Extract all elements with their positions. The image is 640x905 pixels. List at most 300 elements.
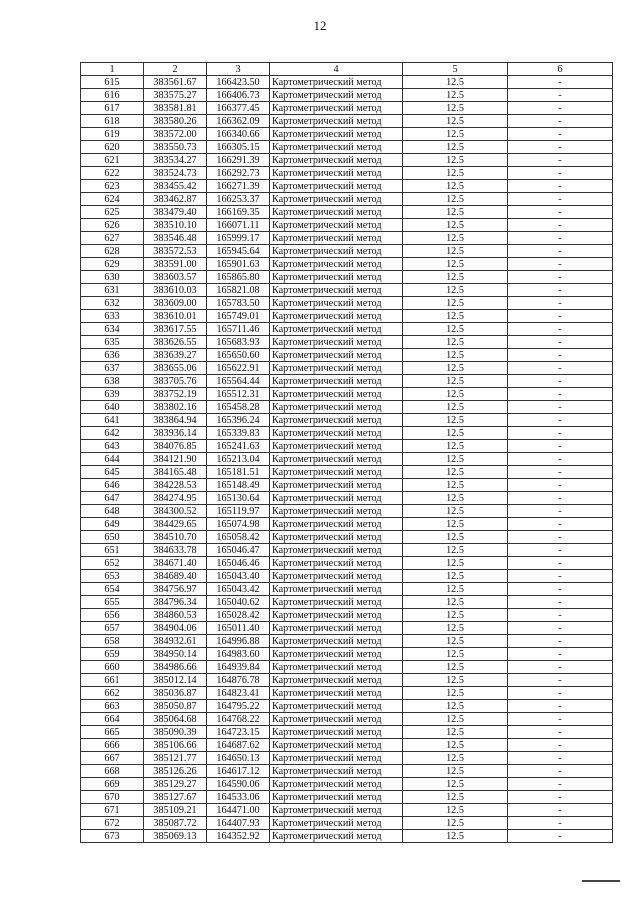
x-coordinate-cell: 383610.01	[144, 310, 207, 323]
x-coordinate-cell: 384076.85	[144, 440, 207, 453]
accuracy-cell: 12.5	[403, 661, 508, 674]
method-cell: Картометрический метод	[270, 765, 403, 778]
accuracy-cell: 12.5	[403, 232, 508, 245]
accuracy-cell: 12.5	[403, 141, 508, 154]
x-coordinate-cell: 383626.55	[144, 336, 207, 349]
column-header-2: 2	[144, 63, 207, 76]
table-row	[81, 206, 613, 219]
point-number-cell: 632	[81, 297, 144, 310]
table-row	[81, 336, 613, 349]
accuracy-cell: 12.5	[403, 349, 508, 362]
note-cell: -	[508, 440, 613, 453]
note-cell: -	[508, 583, 613, 596]
y-coordinate-cell: 165241.63	[207, 440, 270, 453]
note-cell: -	[508, 687, 613, 700]
method-cell: Картометрический метод	[270, 518, 403, 531]
note-cell: -	[508, 544, 613, 557]
method-cell: Картометрический метод	[270, 830, 403, 843]
point-number-cell: 635	[81, 336, 144, 349]
accuracy-cell: 12.5	[403, 453, 508, 466]
y-coordinate-cell: 166292.73	[207, 167, 270, 180]
note-cell: -	[508, 622, 613, 635]
table-row	[81, 245, 613, 258]
x-coordinate-cell: 385129.27	[144, 778, 207, 791]
point-number-cell: 643	[81, 440, 144, 453]
point-number-cell: 662	[81, 687, 144, 700]
x-coordinate-cell: 383550.73	[144, 141, 207, 154]
accuracy-cell: 12.5	[403, 505, 508, 518]
x-coordinate-cell: 383575.27	[144, 89, 207, 102]
accuracy-cell: 12.5	[403, 362, 508, 375]
note-cell: -	[508, 453, 613, 466]
accuracy-cell: 12.5	[403, 713, 508, 726]
y-coordinate-cell: 164723.15	[207, 726, 270, 739]
y-coordinate-cell: 165564.44	[207, 375, 270, 388]
table-row	[81, 700, 613, 713]
method-cell: Картометрический метод	[270, 245, 403, 258]
y-coordinate-cell: 164768.22	[207, 713, 270, 726]
point-number-cell: 667	[81, 752, 144, 765]
x-coordinate-cell: 383572.53	[144, 245, 207, 258]
x-coordinate-cell: 383936.14	[144, 427, 207, 440]
table-row	[81, 674, 613, 687]
point-number-cell: 645	[81, 466, 144, 479]
accuracy-cell: 12.5	[403, 414, 508, 427]
accuracy-cell: 12.5	[403, 388, 508, 401]
y-coordinate-cell: 165749.01	[207, 310, 270, 323]
table-row	[81, 102, 613, 115]
table-row	[81, 505, 613, 518]
table-row	[81, 258, 613, 271]
x-coordinate-cell: 384633.78	[144, 544, 207, 557]
y-coordinate-cell: 165783.50	[207, 297, 270, 310]
method-cell: Картометрический метод	[270, 674, 403, 687]
note-cell: -	[508, 128, 613, 141]
note-cell: -	[508, 102, 613, 115]
x-coordinate-cell: 384671.40	[144, 557, 207, 570]
y-coordinate-cell: 165512.31	[207, 388, 270, 401]
table-row	[81, 128, 613, 141]
point-number-cell: 629	[81, 258, 144, 271]
method-cell: Картометрический метод	[270, 193, 403, 206]
x-coordinate-cell: 383591.00	[144, 258, 207, 271]
x-coordinate-cell: 385036.87	[144, 687, 207, 700]
note-cell: -	[508, 180, 613, 193]
note-cell: -	[508, 427, 613, 440]
point-number-cell: 671	[81, 804, 144, 817]
note-cell: -	[508, 401, 613, 414]
point-number-cell: 644	[81, 453, 144, 466]
point-number-cell: 673	[81, 830, 144, 843]
table-row	[81, 765, 613, 778]
x-coordinate-cell: 385050.87	[144, 700, 207, 713]
method-cell: Картометрический метод	[270, 453, 403, 466]
x-coordinate-cell: 383617.55	[144, 323, 207, 336]
point-number-cell: 666	[81, 739, 144, 752]
accuracy-cell: 12.5	[403, 739, 508, 752]
x-coordinate-cell: 384165.48	[144, 466, 207, 479]
y-coordinate-cell: 165074.98	[207, 518, 270, 531]
method-cell: Картометрический метод	[270, 700, 403, 713]
column-header-6: 6	[508, 63, 613, 76]
point-number-cell: 657	[81, 622, 144, 635]
method-cell: Картометрический метод	[270, 804, 403, 817]
method-cell: Картометрический метод	[270, 349, 403, 362]
x-coordinate-cell: 384429.65	[144, 518, 207, 531]
table-row	[81, 492, 613, 505]
method-cell: Картометрический метод	[270, 414, 403, 427]
note-cell: -	[508, 206, 613, 219]
note-cell: -	[508, 739, 613, 752]
accuracy-cell: 12.5	[403, 258, 508, 271]
table-row	[81, 557, 613, 570]
method-cell: Картометрический метод	[270, 739, 403, 752]
y-coordinate-cell: 166291.39	[207, 154, 270, 167]
y-coordinate-cell: 164352.92	[207, 830, 270, 843]
table-row	[81, 609, 613, 622]
method-cell: Картометрический метод	[270, 661, 403, 674]
y-coordinate-cell: 166362.09	[207, 115, 270, 128]
method-cell: Картометрический метод	[270, 791, 403, 804]
table-row	[81, 180, 613, 193]
table-row	[81, 752, 613, 765]
accuracy-cell: 12.5	[403, 401, 508, 414]
y-coordinate-cell: 165011.40	[207, 622, 270, 635]
x-coordinate-cell: 384300.52	[144, 505, 207, 518]
method-cell: Картометрический метод	[270, 466, 403, 479]
column-header-1: 1	[81, 63, 144, 76]
point-number-cell: 630	[81, 271, 144, 284]
y-coordinate-cell: 165058.42	[207, 531, 270, 544]
table-row	[81, 271, 613, 284]
method-cell: Картометрический метод	[270, 115, 403, 128]
point-number-cell: 661	[81, 674, 144, 687]
accuracy-cell: 12.5	[403, 609, 508, 622]
accuracy-cell: 12.5	[403, 89, 508, 102]
accuracy-cell: 12.5	[403, 804, 508, 817]
y-coordinate-cell: 164939.84	[207, 661, 270, 674]
note-cell: -	[508, 362, 613, 375]
note-cell: -	[508, 479, 613, 492]
coordinates-table	[80, 62, 613, 843]
table-row	[81, 531, 613, 544]
accuracy-cell: 12.5	[403, 206, 508, 219]
note-cell: -	[508, 219, 613, 232]
accuracy-cell: 12.5	[403, 583, 508, 596]
method-cell: Картометрический метод	[270, 401, 403, 414]
y-coordinate-cell: 165458.28	[207, 401, 270, 414]
note-cell: -	[508, 466, 613, 479]
point-number-cell: 624	[81, 193, 144, 206]
table-row	[81, 661, 613, 674]
method-cell: Картометрический метод	[270, 648, 403, 661]
point-number-cell: 616	[81, 89, 144, 102]
table-row	[81, 830, 613, 843]
x-coordinate-cell: 383524.73	[144, 167, 207, 180]
x-coordinate-cell: 384228.53	[144, 479, 207, 492]
table-row	[81, 375, 613, 388]
method-cell: Картометрический метод	[270, 310, 403, 323]
y-coordinate-cell: 165339.83	[207, 427, 270, 440]
y-coordinate-cell: 164876.78	[207, 674, 270, 687]
accuracy-cell: 12.5	[403, 492, 508, 505]
table-row	[81, 687, 613, 700]
table-row	[81, 284, 613, 297]
y-coordinate-cell: 164617.12	[207, 765, 270, 778]
note-cell: -	[508, 752, 613, 765]
note-cell: -	[508, 830, 613, 843]
point-number-cell: 619	[81, 128, 144, 141]
x-coordinate-cell: 385127.67	[144, 791, 207, 804]
y-coordinate-cell: 164650.13	[207, 752, 270, 765]
point-number-cell: 659	[81, 648, 144, 661]
column-header-5: 5	[403, 63, 508, 76]
table-row	[81, 804, 613, 817]
point-number-cell: 631	[81, 284, 144, 297]
y-coordinate-cell: 165821.08	[207, 284, 270, 297]
point-number-cell: 626	[81, 219, 144, 232]
table-row	[81, 141, 613, 154]
accuracy-cell: 12.5	[403, 765, 508, 778]
y-coordinate-cell: 164823.41	[207, 687, 270, 700]
y-coordinate-cell: 166340.66	[207, 128, 270, 141]
x-coordinate-cell: 385087.72	[144, 817, 207, 830]
y-coordinate-cell: 164407.93	[207, 817, 270, 830]
note-cell: -	[508, 193, 613, 206]
point-number-cell: 618	[81, 115, 144, 128]
note-cell: -	[508, 284, 613, 297]
note-cell: -	[508, 154, 613, 167]
y-coordinate-cell: 165999.17	[207, 232, 270, 245]
x-coordinate-cell: 383580.26	[144, 115, 207, 128]
point-number-cell: 660	[81, 661, 144, 674]
note-cell: -	[508, 570, 613, 583]
accuracy-cell: 12.5	[403, 375, 508, 388]
point-number-cell: 627	[81, 232, 144, 245]
method-cell: Картометрический метод	[270, 297, 403, 310]
x-coordinate-cell: 385109.21	[144, 804, 207, 817]
y-coordinate-cell: 166305.15	[207, 141, 270, 154]
note-cell: -	[508, 76, 613, 89]
point-number-cell: 628	[81, 245, 144, 258]
note-cell: -	[508, 765, 613, 778]
x-coordinate-cell: 383546.48	[144, 232, 207, 245]
note-cell: -	[508, 713, 613, 726]
y-coordinate-cell: 165622.91	[207, 362, 270, 375]
table-row	[81, 791, 613, 804]
y-coordinate-cell: 165046.46	[207, 557, 270, 570]
accuracy-cell: 12.5	[403, 791, 508, 804]
point-number-cell: 623	[81, 180, 144, 193]
method-cell: Картометрический метод	[270, 375, 403, 388]
table-row	[81, 817, 613, 830]
accuracy-cell: 12.5	[403, 622, 508, 635]
point-number-cell: 642	[81, 427, 144, 440]
point-number-cell: 617	[81, 102, 144, 115]
note-cell: -	[508, 167, 613, 180]
method-cell: Картометрический метод	[270, 713, 403, 726]
table-row	[81, 388, 613, 401]
x-coordinate-cell: 383705.76	[144, 375, 207, 388]
table-row	[81, 648, 613, 661]
x-coordinate-cell: 384756.97	[144, 583, 207, 596]
point-number-cell: 622	[81, 167, 144, 180]
table-row	[81, 635, 613, 648]
accuracy-cell: 12.5	[403, 544, 508, 557]
accuracy-cell: 12.5	[403, 531, 508, 544]
y-coordinate-cell: 165043.40	[207, 570, 270, 583]
accuracy-cell: 12.5	[403, 310, 508, 323]
accuracy-cell: 12.5	[403, 479, 508, 492]
table-row	[81, 713, 613, 726]
table-row	[81, 76, 613, 89]
note-cell: -	[508, 323, 613, 336]
note-cell: -	[508, 414, 613, 427]
method-cell: Картометрический метод	[270, 128, 403, 141]
point-number-cell: 655	[81, 596, 144, 609]
y-coordinate-cell: 166423.50	[207, 76, 270, 89]
note-cell: -	[508, 492, 613, 505]
table-row	[81, 596, 613, 609]
x-coordinate-cell: 384986.66	[144, 661, 207, 674]
point-number-cell: 656	[81, 609, 144, 622]
accuracy-cell: 12.5	[403, 427, 508, 440]
accuracy-cell: 12.5	[403, 193, 508, 206]
x-coordinate-cell: 383462.87	[144, 193, 207, 206]
note-cell: -	[508, 778, 613, 791]
point-number-cell: 664	[81, 713, 144, 726]
method-cell: Картометрический метод	[270, 687, 403, 700]
accuracy-cell: 12.5	[403, 219, 508, 232]
x-coordinate-cell: 383802.16	[144, 401, 207, 414]
table-row	[81, 310, 613, 323]
accuracy-cell: 12.5	[403, 102, 508, 115]
method-cell: Картометрический метод	[270, 557, 403, 570]
point-number-cell: 641	[81, 414, 144, 427]
note-cell: -	[508, 518, 613, 531]
accuracy-cell: 12.5	[403, 180, 508, 193]
accuracy-cell: 12.5	[403, 466, 508, 479]
table-row	[81, 440, 613, 453]
y-coordinate-cell: 165181.51	[207, 466, 270, 479]
method-cell: Картометрический метод	[270, 167, 403, 180]
note-cell: -	[508, 89, 613, 102]
x-coordinate-cell: 385064.68	[144, 713, 207, 726]
note-cell: -	[508, 596, 613, 609]
point-number-cell: 658	[81, 635, 144, 648]
table-row	[81, 544, 613, 557]
note-cell: -	[508, 791, 613, 804]
point-number-cell: 669	[81, 778, 144, 791]
x-coordinate-cell: 384510.70	[144, 531, 207, 544]
table-body	[81, 76, 613, 843]
y-coordinate-cell: 166406.73	[207, 89, 270, 102]
accuracy-cell: 12.5	[403, 284, 508, 297]
y-coordinate-cell: 165046.47	[207, 544, 270, 557]
table-row	[81, 349, 613, 362]
y-coordinate-cell: 166253.37	[207, 193, 270, 206]
y-coordinate-cell: 164533.06	[207, 791, 270, 804]
accuracy-cell: 12.5	[403, 323, 508, 336]
table-row	[81, 89, 613, 102]
method-cell: Картометрический метод	[270, 154, 403, 167]
method-cell: Картометрический метод	[270, 440, 403, 453]
y-coordinate-cell: 165130.64	[207, 492, 270, 505]
y-coordinate-cell: 166071.11	[207, 219, 270, 232]
note-cell: -	[508, 232, 613, 245]
method-cell: Картометрический метод	[270, 544, 403, 557]
table-row	[81, 479, 613, 492]
accuracy-cell: 12.5	[403, 635, 508, 648]
accuracy-cell: 12.5	[403, 440, 508, 453]
note-cell: -	[508, 609, 613, 622]
method-cell: Картометрический метод	[270, 778, 403, 791]
point-number-cell: 650	[81, 531, 144, 544]
note-cell: -	[508, 804, 613, 817]
note-cell: -	[508, 674, 613, 687]
method-cell: Картометрический метод	[270, 583, 403, 596]
method-cell: Картометрический метод	[270, 219, 403, 232]
method-cell: Картометрический метод	[270, 817, 403, 830]
note-cell: -	[508, 700, 613, 713]
y-coordinate-cell: 166377.45	[207, 102, 270, 115]
x-coordinate-cell: 383752.19	[144, 388, 207, 401]
y-coordinate-cell: 164996.88	[207, 635, 270, 648]
accuracy-cell: 12.5	[403, 518, 508, 531]
table-row	[81, 453, 613, 466]
method-cell: Картометрический метод	[270, 323, 403, 336]
x-coordinate-cell: 384796.34	[144, 596, 207, 609]
y-coordinate-cell: 165711.46	[207, 323, 270, 336]
method-cell: Картометрический метод	[270, 479, 403, 492]
y-coordinate-cell: 165119.97	[207, 505, 270, 518]
note-cell: -	[508, 258, 613, 271]
accuracy-cell: 12.5	[403, 557, 508, 570]
x-coordinate-cell: 383510.10	[144, 219, 207, 232]
x-coordinate-cell: 383534.27	[144, 154, 207, 167]
accuracy-cell: 12.5	[403, 570, 508, 583]
table-row	[81, 622, 613, 635]
table-row	[81, 362, 613, 375]
point-number-cell: 636	[81, 349, 144, 362]
column-header-4: 4	[270, 63, 403, 76]
point-number-cell: 653	[81, 570, 144, 583]
x-coordinate-cell: 383561.67	[144, 76, 207, 89]
point-number-cell: 633	[81, 310, 144, 323]
accuracy-cell: 12.5	[403, 817, 508, 830]
y-coordinate-cell: 164471.00	[207, 804, 270, 817]
x-coordinate-cell: 385069.13	[144, 830, 207, 843]
table-row	[81, 570, 613, 583]
accuracy-cell: 12.5	[403, 128, 508, 141]
x-coordinate-cell: 384950.14	[144, 648, 207, 661]
method-cell: Картометрический метод	[270, 76, 403, 89]
accuracy-cell: 12.5	[403, 778, 508, 791]
accuracy-cell: 12.5	[403, 700, 508, 713]
method-cell: Картометрический метод	[270, 609, 403, 622]
x-coordinate-cell: 383581.81	[144, 102, 207, 115]
note-cell: -	[508, 557, 613, 570]
x-coordinate-cell: 385012.14	[144, 674, 207, 687]
point-number-cell: 668	[81, 765, 144, 778]
x-coordinate-cell: 384121.90	[144, 453, 207, 466]
y-coordinate-cell: 164590.06	[207, 778, 270, 791]
note-cell: -	[508, 388, 613, 401]
note-cell: -	[508, 141, 613, 154]
accuracy-cell: 12.5	[403, 167, 508, 180]
accuracy-cell: 12.5	[403, 674, 508, 687]
y-coordinate-cell: 164983.60	[207, 648, 270, 661]
